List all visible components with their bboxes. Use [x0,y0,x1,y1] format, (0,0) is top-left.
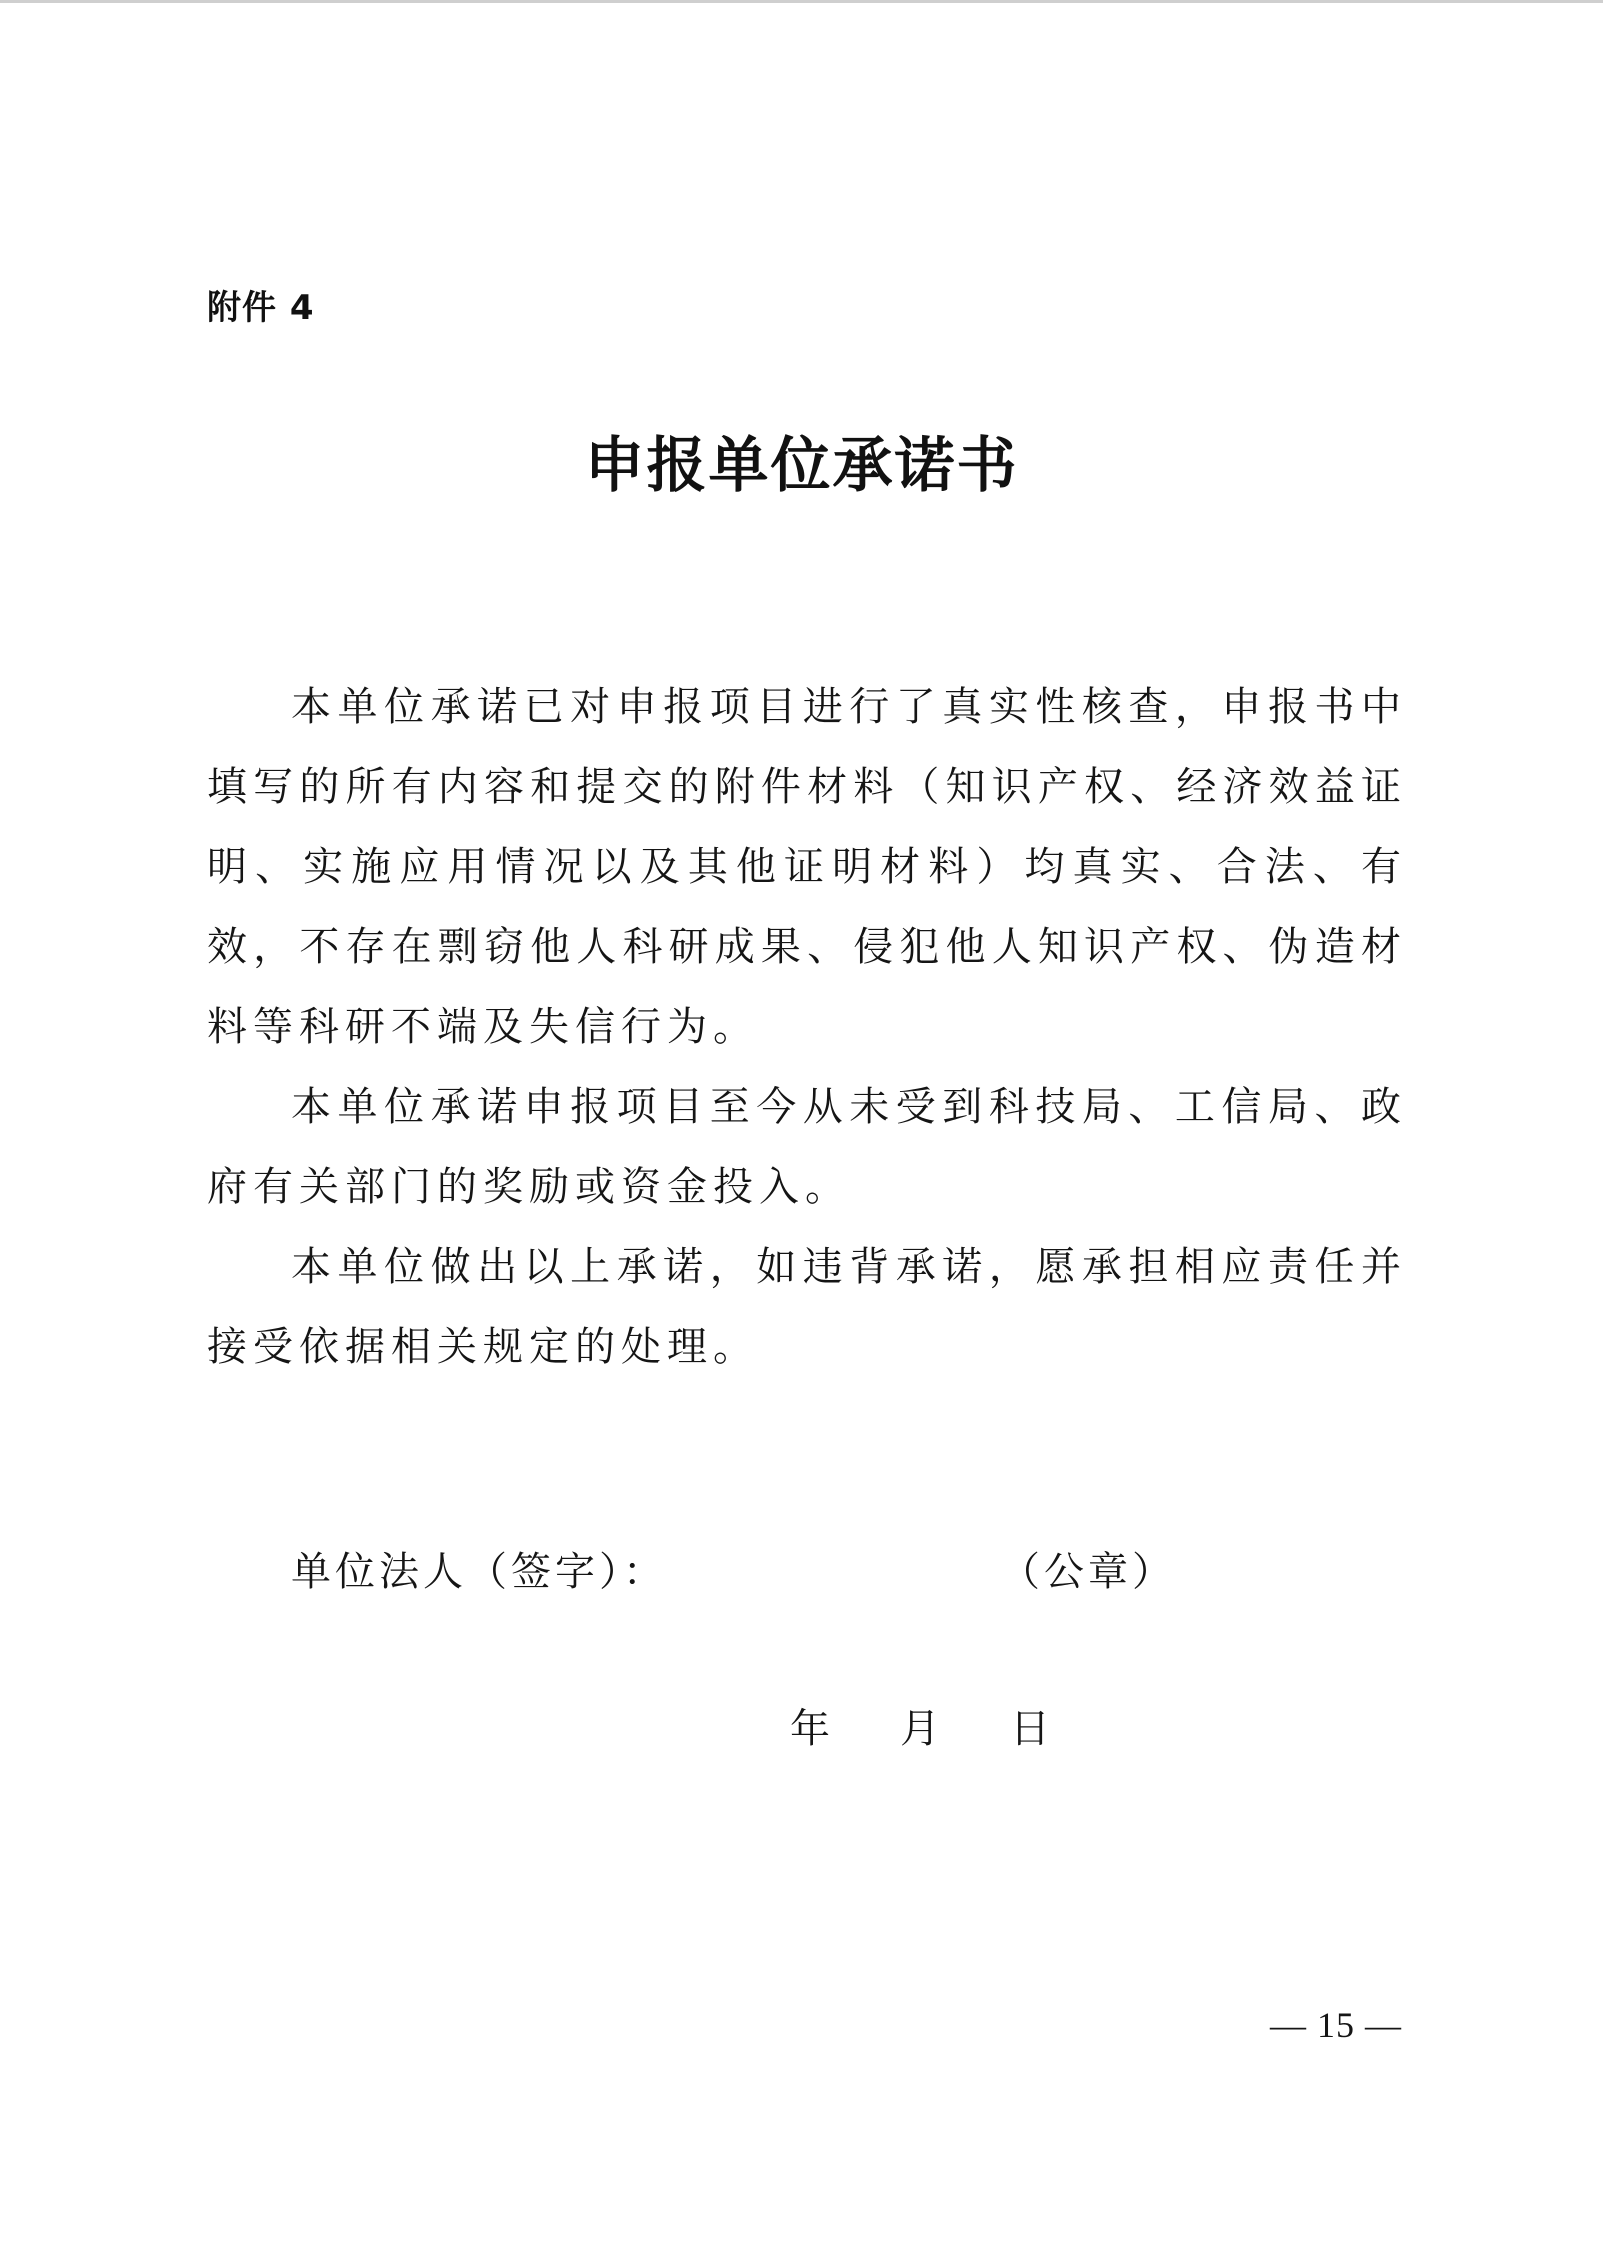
document-title: 申报单位承诺书 [584,431,1019,501]
date-month-label: 月 [900,1706,940,1752]
scan-edge [0,0,1603,3]
paragraph-commitment-no-funding: 本单位承诺申报项目至今从未受到科技局、工信局、政府有关部门的奖励或资金投入。 [207,1084,1407,1210]
paragraph-commitment-responsibility: 本单位做出以上承诺，如违背承诺，愿承担相应责任并接受依据相关规定的处理。 [207,1244,1407,1370]
attachment-label: 附件 4 [207,288,315,328]
document-body [207,667,1407,1387]
paragraph-commitment-authenticity: 本单位承诺已对申报项目进行了真实性核查，申报书中填写的所有内容和提交的附件材料（知识产权、经济效益证明、实施应用情况以及其他证明材料）均真实、合法、有效，不存在剽窃他人科研成果、侵犯他人知识产权、伪造材料等科研不端及失信行为。 [207,684,1407,1050]
legal-person-signature-label: 单位法人（签字）： [291,1549,667,1595]
page-number: — 15 — [1270,2005,1402,2045]
official-seal-label: （公章） [1000,1549,1176,1595]
date-day-label: 日 [1010,1706,1050,1752]
date-year-label: 年 [790,1706,830,1752]
